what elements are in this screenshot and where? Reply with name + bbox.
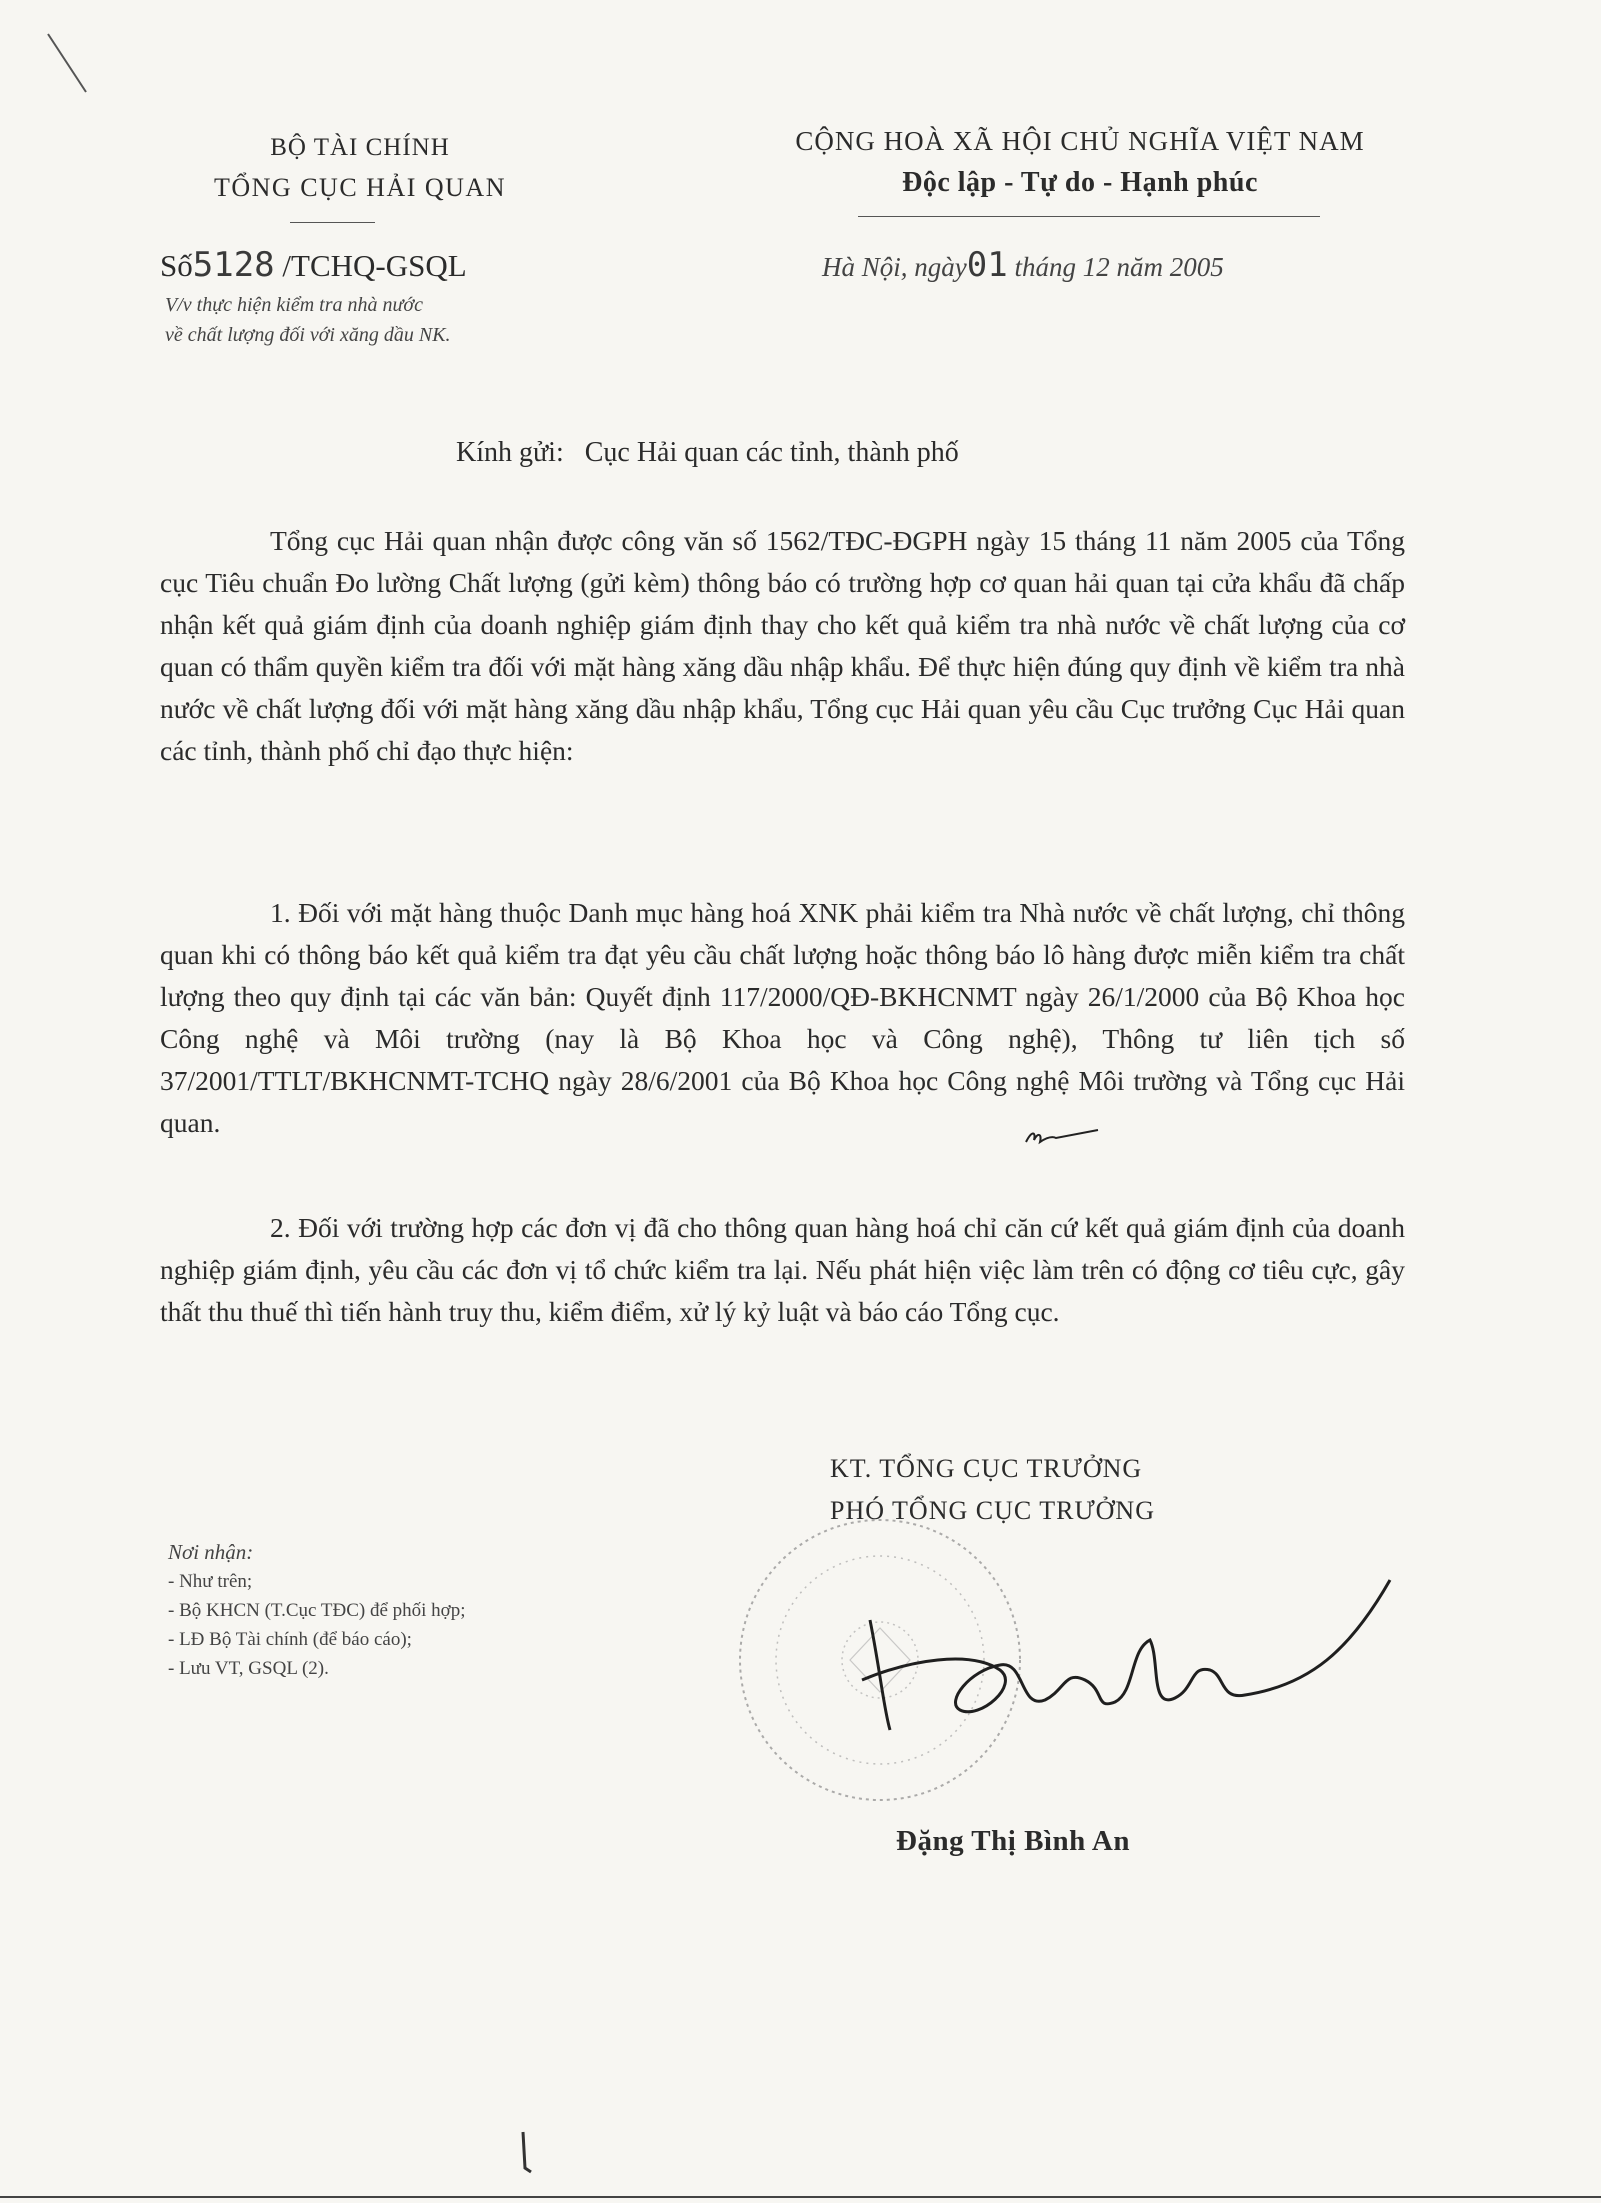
handwritten-signature [850, 1560, 1410, 1760]
signatory-title-line: PHÓ TỔNG CỤC TRƯỞNG [830, 1496, 1155, 1525]
number-suffix: /TCHQ-GSQL [282, 248, 467, 283]
scan-edge [0, 2196, 1601, 2198]
department-name: TỔNG CỤC HẢI QUAN [214, 173, 506, 202]
subject-line: về chất lượng đối với xăng dầu NK. [165, 324, 451, 346]
body-paragraph-item-2: 2. Đối với trường hợp các đơn vị đã cho thông quan hàng hoá chỉ căn cứ kết quả giám định của doanh nghiệp giám định, yêu cầu các đơn vị tổ chức kiểm tra lại. Nếu phát hiện việc làm trên có động cơ tiêu cực, gây thất thu thuế thì tiến hành truy thu, kiểm điểm, xử lý kỷ luật và báo cáo Tổng cục. [160, 1212, 1405, 1327]
date-line [822, 245, 1224, 285]
agency-underline [290, 222, 375, 223]
recipient-list [168, 1538, 466, 1683]
date-prefix: Hà Nội, ngày [822, 252, 967, 282]
number-value: 5128 [192, 245, 275, 285]
national-heading [740, 120, 1420, 204]
subject-line: V/v thực hiện kiểm tra nhà nước [165, 294, 423, 316]
corner-pen-mark [40, 30, 100, 100]
handwritten-initials [1022, 1120, 1102, 1150]
body-paragraph-item-1: 1. Đối với mặt hàng thuộc Danh mục hàng hoá XNK phải kiểm tra Nhà nước về chất lượng, chỉ thông quan khi có thông báo kết quả kiểm tra đạt yêu cầu chất lượng hoặc thông báo lô hàng được miễn kiểm tra chất lượng theo quy định tại các văn bản: Quyết định 117/2000/QĐ-BKHCNMT ngày 26/1/2000 của Bộ Khoa học Công nghệ và Môi trường (nay là Bộ Khoa học và Công nghệ), Thông tư liên tịch số 37/2001/TTLT/BKHCNMT-TCHQ ngày 28/6/2001 của Bộ Khoa học Công nghệ Môi trường và Tổng cục Hải quan. [160, 897, 1405, 1138]
number-prefix: Số [160, 248, 193, 283]
signer-name: Đặng Thị Bình An [896, 1825, 1130, 1857]
motto-underline [858, 216, 1320, 217]
body-paragraph-intro: Tổng cục Hải quan nhận được công văn số 1562/TĐC-ĐGPH ngày 15 tháng 11 năm 2005 của Tổng cục Tiêu chuẩn Đo lường Chất lượng (gửi kèm) thông báo có trường hợp cơ quan hải quan tại cửa khẩu đã chấp nhận kết quả giám định của doanh nghiệp giám định thay cho kết quả kiểm tra nhà nước về chất lượng của cơ quan có thẩm quyền kiểm tra đối với mặt hàng xăng dầu nhập khẩu. Để thực hiện đúng quy định về kiểm tra nhà nước về chất lượng đối với mặt hàng xăng dầu nhập khẩu, Tổng cục Hải quan yêu cầu Cục trưởng Cục Hải quan các tỉnh, thành phố chỉ đạo thực hiện: [160, 525, 1405, 766]
country-name: CỘNG HOÀ XÃ HỘI CHỦ NGHĨA VIỆT NAM [795, 126, 1365, 156]
recipient-heading: Nơi nhận: [168, 1540, 254, 1564]
document-subject [165, 290, 451, 350]
ministry-name: BỘ TÀI CHÍNH [270, 134, 450, 161]
issuing-agency [150, 128, 570, 208]
signatory-title-line: KT. TỔNG CỤC TRƯỞNG [830, 1454, 1143, 1483]
date-suffix: tháng 12 năm 2005 [1014, 252, 1224, 282]
bottom-pen-mark [515, 2128, 535, 2178]
national-motto: Độc lập - Tự do - Hạnh phúc [902, 167, 1258, 198]
date-day: 01 [966, 245, 1008, 285]
recipient-item: - LĐ Bộ Tài chính (để báo cáo); [168, 1629, 412, 1650]
document-number [160, 245, 467, 285]
recipient-item: - Bộ KHCN (T.Cục TĐC) để phối hợp; [168, 1600, 466, 1621]
addressee: Kính gửi: Cục Hải quan các tỉnh, thành phố [456, 437, 959, 468]
recipient-item: - Như trên; [168, 1571, 253, 1592]
recipient-item: - Lưu VT, GSQL (2). [168, 1658, 329, 1679]
